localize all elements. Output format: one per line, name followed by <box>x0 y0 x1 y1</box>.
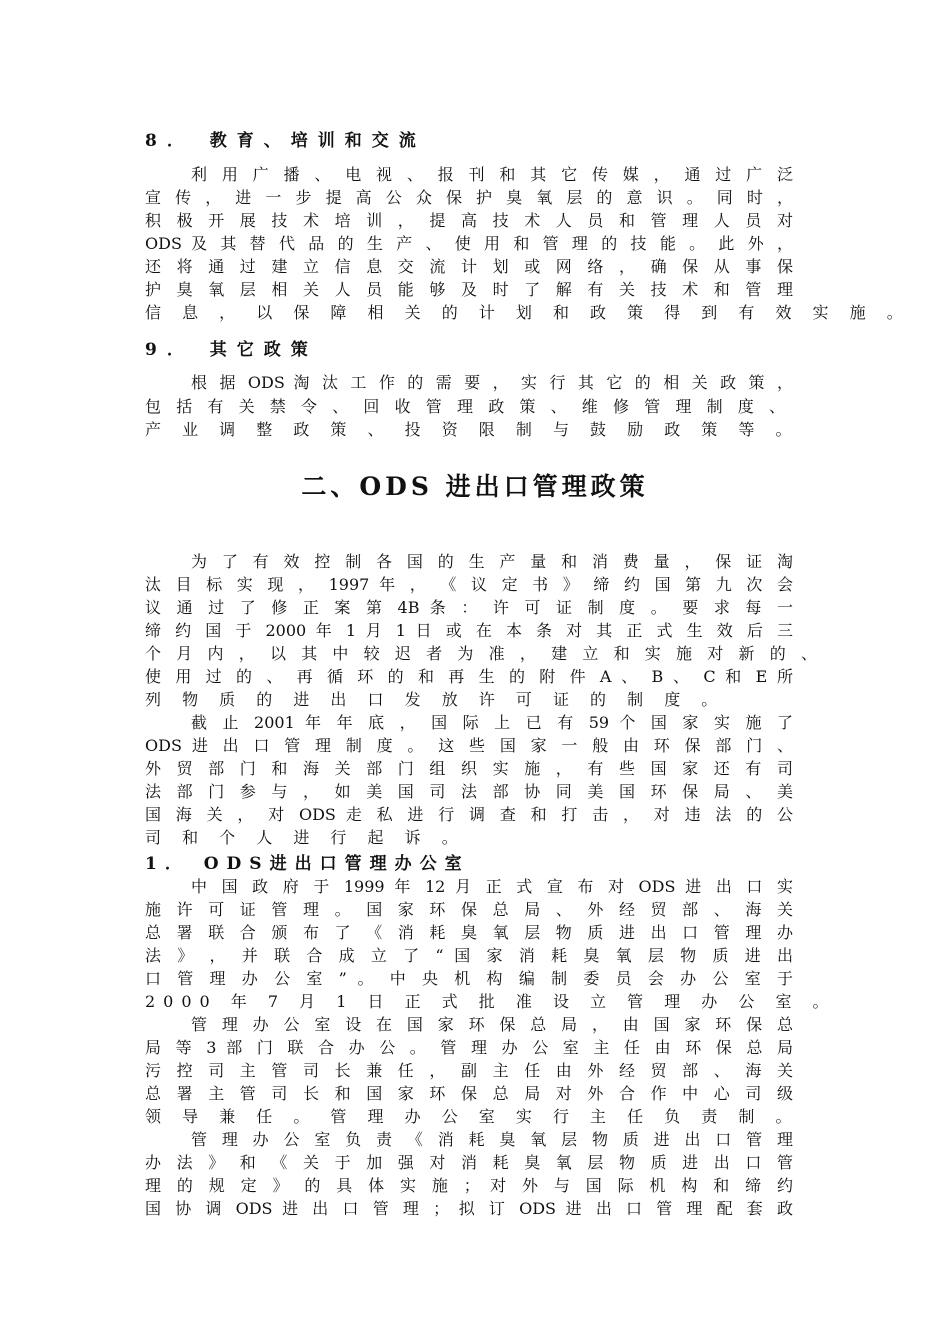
body-line: 截 止 2001 年 年 底 ， 国 际 上 已 有 59 个 国 家 实 施 了 <box>191 713 793 732</box>
body-line: 汰 目 标 实 现 ， 1997 年 ， 《 议 定 书 》 缔 约 国 第 九 次 会 <box>145 575 793 594</box>
body-line: 国 协 调 ODS 进 出 口 管 理 ； 拟 订 ODS 进 出 口 管 理 配 套 政 <box>145 1199 793 1218</box>
body-line: 法 》 ， 并 联 合 成 立 了 “ 国 家 消 耗 臭 氧 层 物 质 进 出 <box>145 946 793 965</box>
body-line: 办 法 》 和 《 关 于 加 强 对 消 耗 臭 氧 层 物 质 进 出 口 管 <box>145 1153 793 1172</box>
section-8-line: 还 将 通 过 建 立 信 息 交 流 计 划 或 网 络 ， 确 保 从 事 保 <box>145 257 793 276</box>
chapter-title: 二、ODS 进出口管理政策 <box>301 472 649 501</box>
body-line: 为 了 有 效 控 制 各 国 的 生 产 量 和 消 费 量 ， 保 证 淘 <box>191 552 793 571</box>
body-line: 管 理 办 公 室 设 在 国 家 环 保 总 局 ， 由 国 家 环 保 总 <box>191 1015 793 1034</box>
section-8-line: 护 臭 氧 层 相 关 人 员 能 够 及 时 了 解 有 关 技 术 和 管 理 <box>145 280 793 299</box>
body-line: 局 等 3 部 门 联 合 办 公 。 管 理 办 公 室 主 任 由 环 保 总 局 <box>145 1038 793 1057</box>
section-8-line: 积 极 开 展 技 术 培 训 ， 提 高 技 术 人 员 和 管 理 人 员 对 <box>145 211 793 230</box>
body-line: 司 和 个 人 进 行 起 诉 。 <box>145 828 466 847</box>
body-line: 缔 约 国 于 2000 年 1 月 1 日 或 在 本 条 对 其 正 式 生 效 后 三 <box>145 621 793 640</box>
body-line: ODS 进 出 口 管 理 制 度 。 这 些 国 家 一 般 由 环 保 部 门 、 <box>145 736 793 755</box>
body-line: 总 署 主 管 司 长 和 国 家 环 保 总 局 对 外 合 作 中 心 司 级 <box>145 1084 793 1103</box>
body-line: 法 部 门 参 与 ， 如 美 国 司 法 部 协 同 美 国 环 保 局 、 美 <box>145 782 793 801</box>
section-9-line: 产 业 调 整 政 策 、 投 资 限 制 与 鼓 励 政 策 等 。 <box>145 420 800 439</box>
body-line: 国 海 关 ， 对 ODS 走 私 进 行 调 查 和 打 击 ， 对 违 法 的 公 <box>145 805 793 824</box>
section-1-heading: 1． ODS进出口管理办公室 <box>145 854 470 874</box>
section-9-heading: 9． 其它政策 <box>145 340 318 360</box>
section-9-line: 根 据 ODS 淘 汰 工 作 的 需 要 ， 实 行 其 它 的 相 关 政 策 ， <box>191 373 793 392</box>
body-line: 总 署 联 合 颁 布 了 《 消 耗 臭 氧 层 物 质 进 出 口 管 理 办 <box>145 923 793 942</box>
section-8-line: ODS 及 其 替 代 品 的 生 产 、 使 用 和 管 理 的 技 能 。 此 外 ， <box>145 234 793 253</box>
section-8-line: 信 息 ， 以 保 障 相 关 的 计 划 和 政 策 得 到 有 效 实 施 。 <box>145 303 911 322</box>
body-line: 口 管 理 办 公 室 ” 。 中 央 机 构 编 制 委 员 会 办 公 室 于 <box>145 969 793 988</box>
body-line: 外 贸 部 门 和 海 关 部 门 组 织 实 施 ， 有 些 国 家 还 有 司 <box>145 759 793 778</box>
body-line: 列 物 质 的 进 出 口 发 放 许 可 证 的 制 度 。 <box>145 690 726 709</box>
body-line: 污 控 司 主 管 司 长 兼 任 ， 副 主 任 由 外 经 贸 部 、 海 关 <box>145 1061 793 1080</box>
section-8-heading: 8． 教育、培训和交流 <box>145 131 426 151</box>
section-8-line: 利 用 广 播 、 电 视 、 报 刊 和 其 它 传 媒 ， 通 过 广 泛 <box>191 165 793 184</box>
body-line: 2000 年 7 月 1 日 正 式 批 准 设 立 管 理 办 公 室 。 <box>145 992 837 1011</box>
body-line: 中 国 政 府 于 1999 年 12 月 正 式 宣 布 对 ODS 进 出 口 实 <box>191 877 793 896</box>
body-line: 管 理 办 公 室 负 责 《 消 耗 臭 氧 层 物 质 进 出 口 管 理 <box>191 1130 793 1149</box>
section-9-line: 包 括 有 关 禁 令 、 回 收 管 理 政 策 、 维 修 管 理 制 度 、 <box>145 397 785 416</box>
body-line: 使 用 过 的 、 再 循 环 的 和 再 生 的 附 件 A 、 B 、 C 和 E 所 <box>145 667 793 686</box>
body-line: 理 的 规 定 》 的 具 体 实 施 ； 对 外 与 国 际 机 构 和 缔 约 <box>145 1176 793 1195</box>
body-line: 施 许 可 证 管 理 。 国 家 环 保 总 局 、 外 经 贸 部 、 海 关 <box>145 900 793 919</box>
body-line: 领 导 兼 任 。 管 理 办 公 室 实 行 主 任 负 责 制 。 <box>145 1107 800 1126</box>
body-line: 议 通 过 了 修 正 案 第 4B 条 ： 许 可 证 制 度 。 要 求 每 一 <box>145 598 793 617</box>
body-line: 个 月 内 ， 以 其 中 较 迟 者 为 准 ， 建 立 和 实 施 对 新 的 、 <box>145 644 817 663</box>
section-8-line: 宣 传 ， 进 一 步 提 高 公 众 保 护 臭 氧 层 的 意 识 。 同 时 ， <box>145 188 793 207</box>
